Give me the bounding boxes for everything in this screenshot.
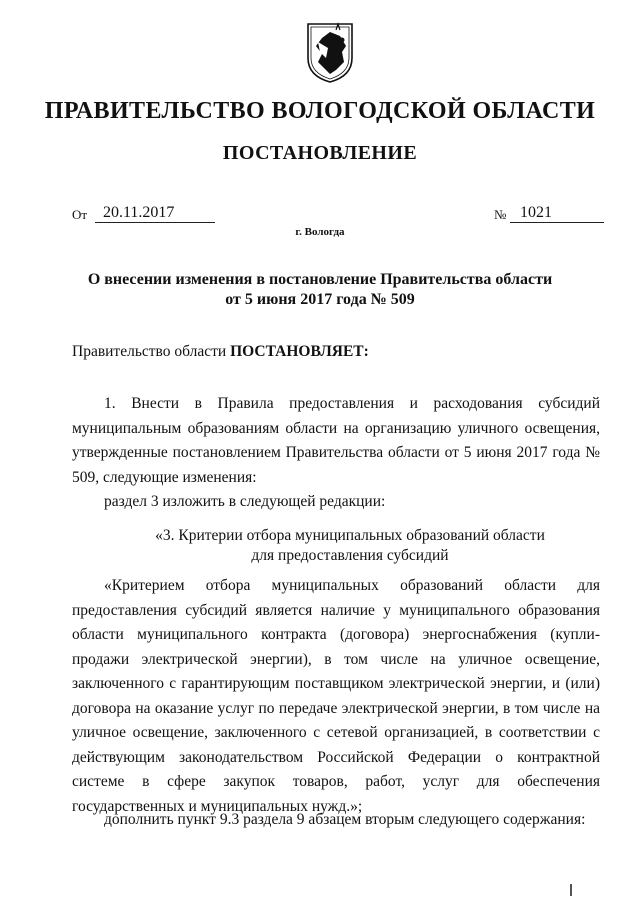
quoted-title-line-1: «3. Критерии отбора муниципальных образований области [155, 527, 545, 544]
document-subject [80, 270, 560, 310]
document-meta [0, 206, 640, 246]
paragraph-2: «Критерием отбора муниципальных образований области для предоставления субсидий является наличие у муниципального образования области муниципального контракта (договора) энергоснабжения (купли-продажи электрической энергии), в том числе на уличное освещение, заключенного с гарантирующим поставщиком электрической энергии, и (или) договора на оказание услуг по передаче электрической энергии, в том числе на уличное освещение, заключенного с сетевой организацией, в соответствии с действующим законодательством Российской Федерации о контрактной системе в сфере закупок товаров, работ, услуг для обеспечения государственных и муниципальных нужд.»; [72, 577, 600, 815]
quoted-section-title [110, 526, 590, 566]
section-instruction: раздел 3 изложить в следующей редакции: [104, 493, 386, 510]
vologda-coat-of-arms-icon [300, 18, 360, 86]
decree-word: ПОСТАНОВЛЯЕТ: [230, 343, 369, 360]
document-number: 1021 [510, 204, 604, 223]
document-date: 20.11.2017 [95, 204, 215, 223]
date-prefix: От [72, 207, 88, 222]
scan-mark [570, 884, 572, 896]
paragraph-1: 1. Внести в Правила предоставления и расходования субсидий муниципальным образованиям области на организацию уличного освещения, утвержденные постановлением Правительства области от 5 июня 2017 года № 509, следующие изменения: [72, 395, 600, 486]
number-prefix: № [494, 207, 507, 222]
paragraph-3: дополнить пункт 9.3 раздела 9 абзацем вторым следующего содержания: [104, 811, 586, 828]
document-city: г. Вологда [295, 226, 345, 238]
decree-statement [72, 340, 600, 365]
subject-line-2: от 5 июня 2017 года № 509 [225, 291, 415, 308]
organization-name: ПРАВИТЕЛЬСТВО ВОЛОГОДСКОЙ ОБЛАСТИ [44, 98, 596, 124]
quoted-title-line-2: для предоставления субсидий [251, 547, 449, 564]
document-type: ПОСТАНОВЛЕНИЕ [222, 142, 418, 164]
subject-line-1: О внесении изменения в постановление Правительства области [87, 271, 553, 288]
decree-lead: Правительство области [72, 343, 227, 360]
